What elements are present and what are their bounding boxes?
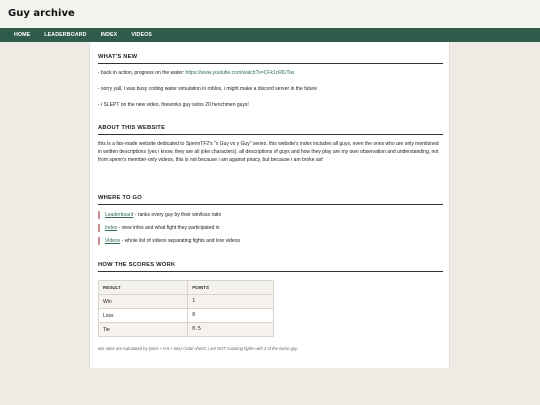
nav-index[interactable]: INDEX bbox=[100, 32, 118, 38]
news-item-2: - sorry yall, i was busy coding water simulation in roblox, i might make a discord server in the future bbox=[98, 86, 317, 92]
where-link-videos[interactable]: Videos bbox=[105, 238, 121, 244]
news-item-1-link[interactable]: https://www.youtube.com/watch?v=CFk1cRlUTiw bbox=[185, 70, 295, 76]
table-header-result: RESULT bbox=[99, 281, 188, 295]
table-cell-points: 1 bbox=[188, 295, 274, 309]
table-row bbox=[99, 323, 274, 337]
scores-footnote: win rates are calculated by (wins + 0.5 × ties) / total shorts; i am NOT counting fights with 2 of the same guy bbox=[98, 346, 298, 351]
content-panel bbox=[89, 42, 450, 368]
where-link-index[interactable]: Index bbox=[105, 225, 118, 231]
where-item-videos bbox=[98, 237, 443, 245]
nav-home[interactable]: HOME bbox=[14, 32, 31, 38]
table-cell-result: Tie bbox=[99, 323, 188, 337]
table-header-points: POINTS bbox=[188, 281, 274, 295]
site-header bbox=[0, 0, 540, 28]
whats-new-title: WHAT'S NEW bbox=[98, 54, 443, 64]
about-body: this is a fan-made website dedicated to SpennTF2's "x Guy vs y Guy" series. this website's index includes all guys, even the ones who are only mentioned in written descriptions (yes i know, they are all joke characters). all descriptions of guys and how they play are my own observation and understanding, not from spenn's member-only videos, this is not because i am against piracy, but because i am broke asf bbox=[98, 141, 439, 163]
about-section bbox=[98, 125, 443, 164]
nav-leaderboard[interactable]: LEADERBOARD bbox=[44, 32, 87, 38]
table-cell-result: Loss bbox=[99, 309, 188, 323]
whats-new-section bbox=[98, 54, 443, 109]
table-row bbox=[99, 295, 274, 309]
news-item-1 bbox=[98, 69, 443, 77]
where-desc-leaderboard: - ranks every guy by their win/loss ratio bbox=[133, 212, 222, 218]
where-to-go-section bbox=[98, 195, 443, 250]
table-cell-result: Win bbox=[99, 295, 188, 309]
nav-videos[interactable]: VIDEOS bbox=[131, 32, 152, 38]
scores-table bbox=[98, 280, 274, 337]
site-title[interactable]: Guy archive bbox=[8, 8, 75, 19]
main-nav bbox=[0, 28, 540, 42]
about-title: ABOUT THIS WEBSITE bbox=[98, 125, 443, 135]
table-cell-points: 0 bbox=[188, 309, 274, 323]
scores-title: HOW THE SCORES WORK bbox=[98, 262, 443, 272]
where-desc-videos: - whole list of videos separating fights and lore videos bbox=[120, 238, 240, 244]
news-item-1-text: - back in action, progress on the water: bbox=[98, 70, 186, 76]
where-desc-index: - view infos and what fight they participated in bbox=[117, 225, 220, 231]
table-header-row bbox=[99, 281, 274, 295]
table-cell-points: 0.5 bbox=[188, 323, 274, 337]
where-item-index bbox=[98, 224, 443, 232]
where-to-go-title: WHERE TO GO bbox=[98, 195, 443, 205]
where-item-leaderboard bbox=[98, 211, 443, 219]
table-row bbox=[99, 309, 274, 323]
news-item-3: - i SLEPT on the new video, fireworks guy solos 20 henchmen guys! bbox=[98, 102, 249, 108]
scores-section bbox=[98, 262, 443, 351]
where-link-leaderboard[interactable]: Leaderboard bbox=[105, 212, 134, 218]
